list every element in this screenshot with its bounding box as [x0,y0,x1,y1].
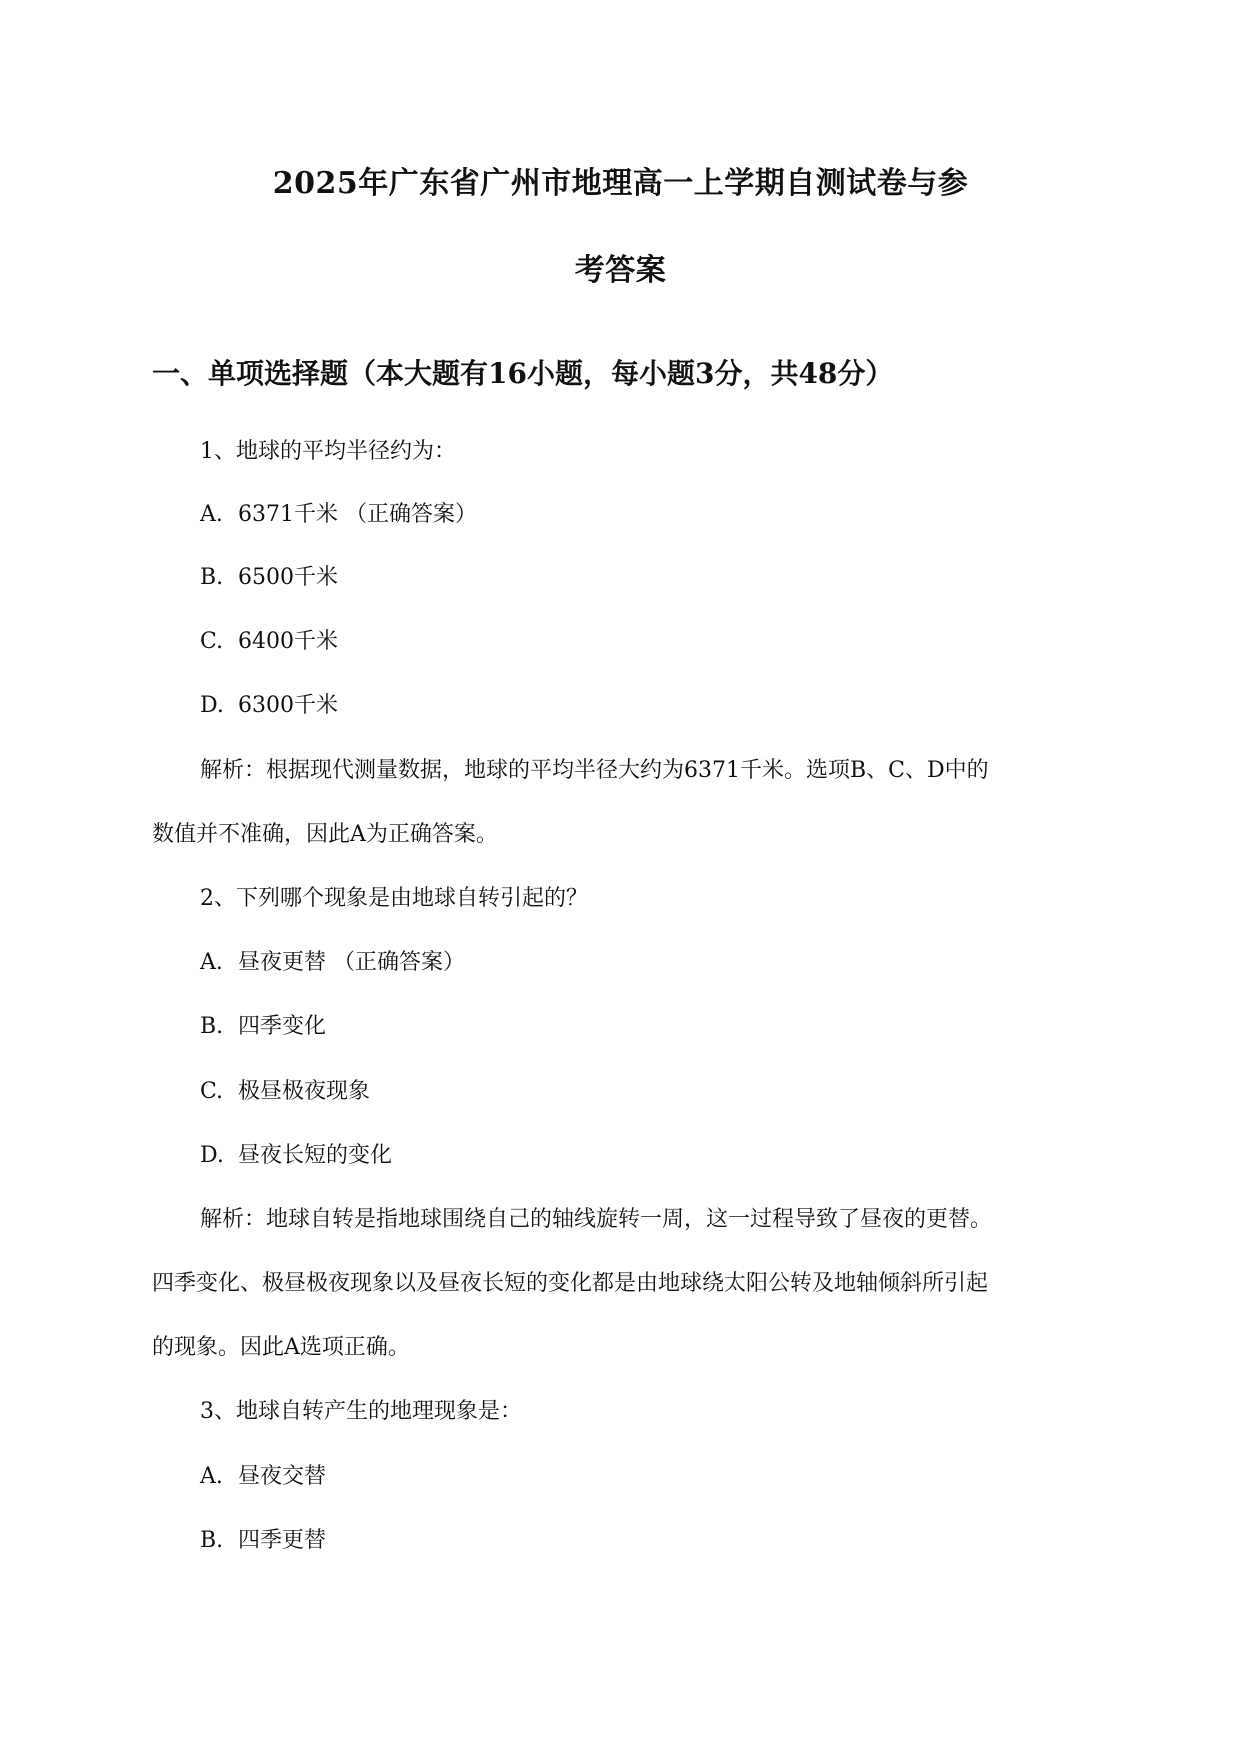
option-item [200,1012,326,1042]
section-heading: 一、单项选择题（本大题有16小题，每小题3分，共48分） [152,357,894,390]
option-text: 6371千米 （正确答案） [238,502,477,527]
option-letter: A. [200,1464,223,1489]
option-letter: A. [200,502,223,527]
analysis-line: 解析：地球自转是指地球围绕自己的轴线旋转一周，这一过程导致了昼夜的更替。 [200,1207,993,1232]
analysis-line: 的现象。因此A选项正确。 [152,1335,410,1360]
option-item [200,1141,392,1171]
option-text: 昼夜交替 [238,1464,327,1489]
option-item [200,948,465,978]
option-item [200,691,338,721]
option-item [200,1462,326,1492]
option-item [200,627,338,657]
option-text: 昼夜更替 （正确答案） [238,950,465,975]
option-letter: A. [200,950,223,975]
analysis-line: 数值并不准确，因此A为正确答案。 [152,822,498,847]
option-text: 6300千米 [238,693,338,718]
question-stem: 1、地球的平均半径约为： [200,439,456,464]
option-text: 极昼极夜现象 [238,1079,371,1104]
option-letter: C. [200,629,224,654]
option-item [200,1526,326,1556]
analysis-line: 四季变化、极昼极夜现象以及昼夜长短的变化都是由地球绕太阳公转及地轴倾斜所引起 [152,1271,989,1296]
option-letter: D. [200,693,224,718]
document-title-line-1: 2025年广东省广州市地理高一上学期自测试卷与参 [272,166,969,201]
option-letter: D. [200,1143,224,1168]
question-stem: 2、下列哪个现象是由地球自转引起的？ [200,886,588,911]
option-item [200,500,477,530]
option-text: 四季变化 [238,1014,327,1039]
option-text: 6400千米 [238,629,338,654]
document-title-line-2: 考答案 [574,253,667,288]
option-text: 四季更替 [238,1528,327,1553]
option-letter: B. [200,1528,224,1553]
analysis-line: 解析：根据现代测量数据，地球的平均半径大约为6371千米。选项B、C、D中的 [200,758,989,783]
option-item [200,563,338,593]
option-letter: B. [200,565,224,590]
option-letter: B. [200,1014,224,1039]
option-text: 6500千米 [238,565,338,590]
question-stem: 3、地球自转产生的地理现象是： [200,1399,522,1424]
option-letter: C. [200,1079,224,1104]
option-text: 昼夜长短的变化 [238,1143,393,1168]
option-item [200,1077,370,1107]
